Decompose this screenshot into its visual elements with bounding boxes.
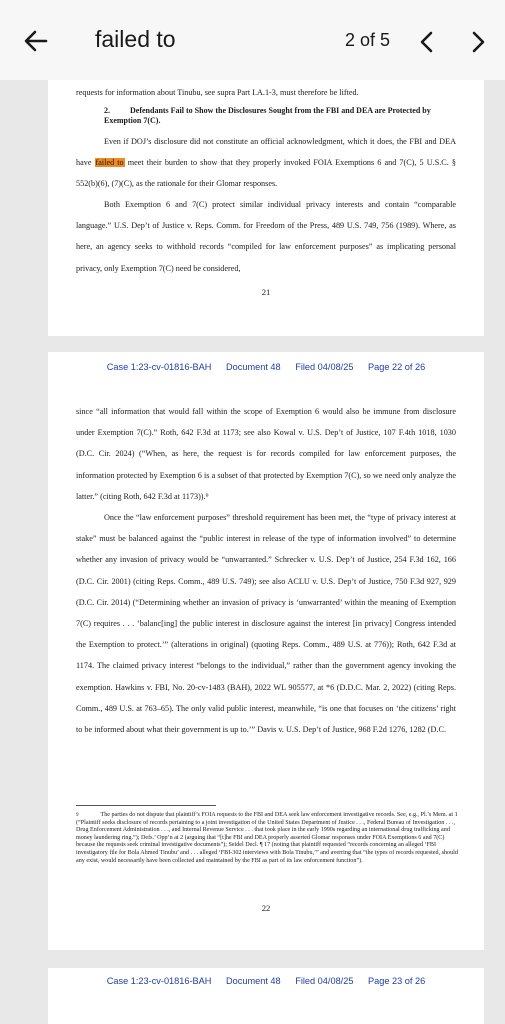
document-number[interactable]: Document 48 [226,362,281,372]
previous-match-button[interactable] [417,30,437,54]
continued-line: requests for information about Tinubu, see supra Part I.A.1-3, must therefore be lifted. [76,88,359,97]
arrow-left-icon [22,27,50,55]
find-in-document-bar [0,0,505,80]
page-number: 21 [261,287,271,297]
paragraph [76,401,456,507]
paragraph-text: meet their burden to show that they properly invoked FOIA Exemptions 6 and 7(C), 5 U.S.C. § 552(b)(6), (7)(C), as the rationale for their Glomar responses. [76,158,456,189]
document-page-22 [48,352,484,950]
back-button[interactable] [22,27,50,55]
section-heading [104,106,434,126]
paragraph-text: Even if DOJ’s disclosure did not constitute an official acknowledgment, which it does, the FBI and DEA have [76,137,456,168]
paragraph-text: Both Exemption 6 and 7(C) protect similar individual privacy interests and contain “comparable language.” U.S. Dep’t of Justice v. Reps. Comm. for Freedom of the Press, 489 U.S. 749, 756 (1989). Where, as here, an agency seeks to withhold records “compiled for law enforcement purposes” as implicating personal privacy, only Exemption 7(C) need be considered, [76,200,456,273]
page-of[interactable]: Page 22 of 26 [368,362,426,372]
search-query[interactable]: failed to [95,26,176,52]
footnote-text: The parties do not dispute that plaintiff’s FOIA requests to the FBI and DEA seek law enforcement investigative records. See, e.g., Pl.’s Mem. at 1 (“Plaintiff seeks disclosure of records pertaining to a joint investigation of the United States Department of Justice . . ., Federal Bureau of Investigation . . ., Drug Enforcement Administration . . ., and Internal Revenue Service . . . that took place in the early 1990s regarding an international drug trafficking and money laundering ring.”); Defs.’ Opp’n at 2 (arguing that “[t]he FBI and DEA properly asserted Glomar responses under FOIA Exemptions 6 and 7(C) because the requests seek criminal investigative documents”); Seidel Decl. ¶ 17 (noting that plaintiff requested “records concerning an alleged ‘FBI investigatory file for Bola Ahmed Tinubu’ and . . . alleged ‘FBI-302 interviews with Bola Tinubu,’” and averring that “the types of records requested, should any exist, would necessarily have been collected and maintained by the FBI as part of its law enforcement function”). [76,812,458,864]
search-highlight: failed to [95,158,124,168]
document-number[interactable]: Document 48 [226,976,281,986]
match-counter: 2 of 5 [345,30,391,50]
filed-date[interactable]: Filed 04/08/25 [295,362,354,372]
footnote-mark: 9 [76,813,79,818]
footnote-divider [76,805,216,806]
section-title: Defendants Fail to Show the Disclosures Sought from the FBI and DEA are Protected by Exemption 7(C). [104,106,431,125]
document-page-21 [48,80,484,336]
paragraph-text: Once the “law enforcement purposes” threshold requirement has been met, the “type of privacy interest at stake” must be balanced against the “public interest in release of the type of information involved” to determine whether any invasion of privacy would be “unwarranted.” Schrecker v. U.S. Dep’t of Justice, 254 F.3d 162, 166 (D.C. Cir. 2001) (citing Reps. Comm., 489 U.S. 749); see also ACLU v. U.S. Dep’t of Justice, 750 F.3d 927, 929 (D.C. Cir. 2014) (“Determining whether an invasion of privacy is ‘unwarranted’ within the meaning of Exemption 7(C) requires . . . ‘balanc[ing] the public interest in disclosure against the interest [in privacy] Congress intended the Exemption to protect.’” (alterations in original) (quoting Reps. Comm., 489 U.S. at 776)); Roth, 642 F.3d at 1174. The claimed privacy interest “belongs to the individual,” rather than the government agency invoking the exemption. Hawkins v. FBI, No. 20-cv-1483 (BAH), 2022 WL 905577, at *6 (D.D.C. Mar. 2, 2022) (citing Reps. Comm., 489 U.S. at 763–65). The only valid public interest, meanwhile, “is one that focuses on ‘the citizens’ right to be informed about what their government is up to.’” Davis v. U.S. Dep’t of Justice, 968 F.2d 1276, 1282 (D.C. [76,513,456,735]
next-match-button[interactable] [468,30,488,54]
section-number: 2. [104,106,110,115]
page-number: 22 [261,903,271,913]
paragraph-text: since “all information that would fall within the scope of Exemption 6 would also be immune from disclosure under Exemption 7(C).” Roth, 642 F.3d at 1173; see also Kowal v. U.S. Dep’t of Justice, 107 F.4th 1018, 1030 (D.C. Cir. 2024) (“When, as here, the request is for records compiled for law enforcement purposes, the information protected by Exemption 6 is a subset of that protected by Exemption 7(C), so we need only analyze the latter.” (citing Roth, 642 F.3d at 1173)).⁹ [76,407,456,501]
case-number[interactable]: Case 1:23-cv-01816-BAH [106,976,212,986]
chevron-right-icon [468,30,488,54]
case-header[interactable] [48,976,484,986]
page-of[interactable]: Page 23 of 26 [368,976,426,986]
chevron-left-icon [417,30,437,54]
paragraph [76,194,456,279]
document-page-23 [48,968,484,1024]
paragraph [76,131,456,195]
paragraph [76,507,456,740]
footnote [76,812,458,865]
case-number[interactable]: Case 1:23-cv-01816-BAH [106,362,212,372]
filed-date[interactable]: Filed 04/08/25 [295,976,354,986]
case-header[interactable] [48,362,484,372]
